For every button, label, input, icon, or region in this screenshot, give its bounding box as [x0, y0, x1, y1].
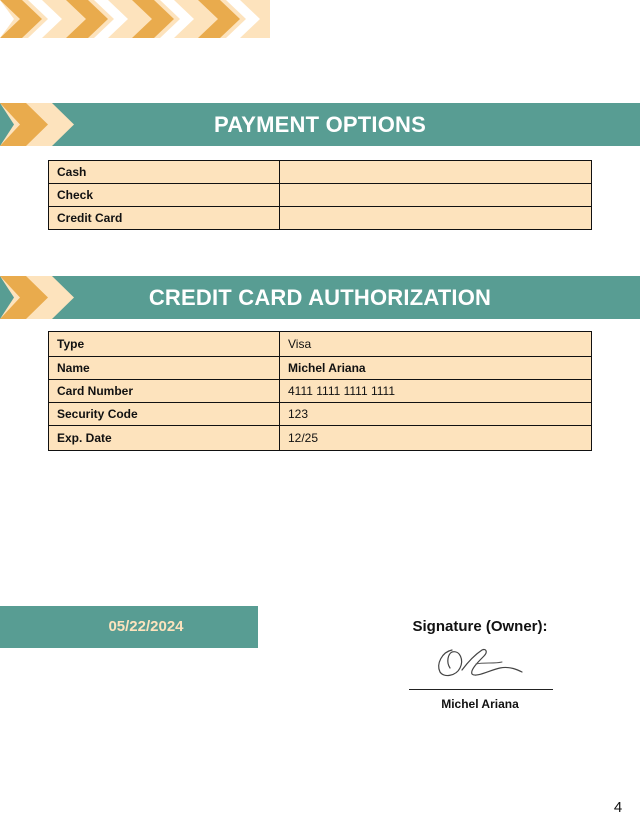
exp-date-value: 12/25: [280, 426, 592, 451]
signature-image: [430, 640, 530, 682]
table-row: [49, 426, 592, 451]
payment-option-credit-card-value: [280, 207, 592, 230]
exp-date-label: Exp. Date: [49, 426, 280, 451]
table-row: [49, 403, 592, 426]
table-row: [49, 357, 592, 380]
table-row: [49, 380, 592, 403]
card-name-label: Name: [49, 357, 280, 380]
card-number-value: 4111 1111 1111 1111: [280, 380, 592, 403]
card-number-label: Card Number: [49, 380, 280, 403]
payment-option-cash-label: Cash: [49, 161, 280, 184]
page-number: 4: [613, 799, 623, 816]
payment-options-table: [48, 160, 592, 230]
date-bar: [0, 606, 258, 648]
payment-option-credit-card-label: Credit Card: [49, 207, 280, 230]
card-name-value: Michel Ariana: [280, 357, 592, 380]
document-date: 05/22/2024: [108, 618, 184, 635]
table-row: [49, 161, 592, 184]
credit-card-authorization-table: [48, 331, 592, 451]
payment-option-check-label: Check: [49, 184, 280, 207]
payment-option-cash-value: [280, 161, 592, 184]
security-code-label: Security Code: [49, 403, 280, 426]
table-row: [49, 207, 592, 230]
card-type-label: Type: [49, 332, 280, 357]
security-code-value: 123: [280, 403, 592, 426]
payment-options-title: PAYMENT OPTIONS: [213, 112, 427, 137]
card-type-value: Visa: [280, 332, 592, 357]
credit-card-authorization-banner: [0, 276, 640, 319]
table-row: [49, 184, 592, 207]
signature-name: Michel Ariana: [441, 697, 519, 711]
chevron-pattern-decoration: [0, 0, 270, 38]
payment-options-banner: [0, 103, 640, 146]
signature-line: [409, 689, 553, 690]
credit-card-authorization-title: CREDIT CARD AUTHORIZATION: [148, 285, 492, 310]
payment-option-check-value: [280, 184, 592, 207]
signature-label: Signature (Owner):: [412, 618, 548, 635]
table-row: [49, 332, 592, 357]
